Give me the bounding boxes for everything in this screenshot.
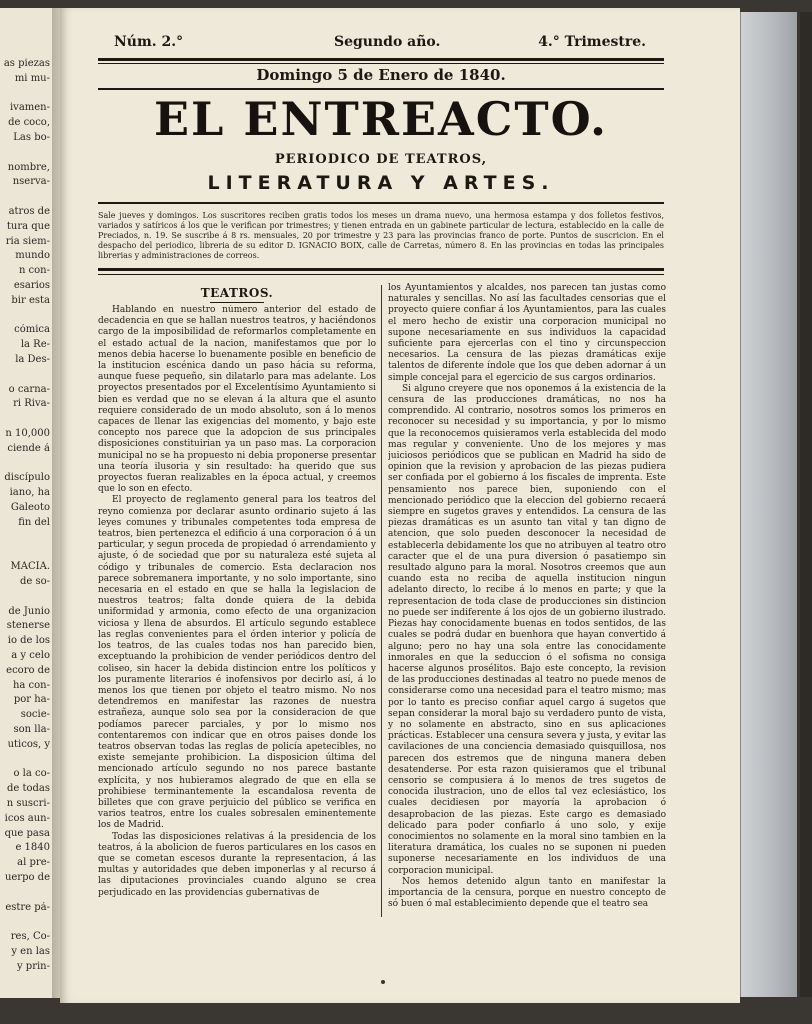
- section-title: TEATROS.: [200, 286, 274, 300]
- left-page-text-fragment: mundo: [15, 250, 50, 262]
- left-page-text-fragment: uerpo de: [4, 872, 50, 883]
- left-page-text-fragment: n suscri-: [6, 798, 50, 809]
- quarter-label: 4.° Trimestre.: [538, 34, 646, 50]
- left-page-text-fragment: bir esta: [11, 294, 50, 306]
- left-page-text-fragment: nserva-: [12, 176, 50, 188]
- left-page-text-fragment: res, Co-: [10, 931, 50, 943]
- paragraph: los Ayuntamientos y alcaldes, nos parecen tan justas como naturales y sencillas. No así las facultades censorias que el proyecto quiere confiar á los Ayuntamientos, para las cuales el mero hecho de existir una corporacion municipal no supone necesariamente en sus individuos la capacidad suficiente para ejercerlas con el tino y circunspeccion necesarios. La censura de las piezas dramáticas exije talentos de diferente índole que los que deben adornar á un simple concejal para el egercicio de sus cargos ordinarios.: [388, 283, 666, 383]
- left-page-text-fragment: atros de: [8, 206, 50, 217]
- left-page-text-fragment: n con-: [18, 265, 50, 277]
- left-page-text-fragment: y en las: [11, 946, 50, 957]
- left-page-text-fragment: ri Riva-: [13, 398, 50, 410]
- left-page-text-fragment: uticos, y: [7, 738, 50, 750]
- masthead-rule-top: [98, 58, 664, 61]
- left-page-text-fragment: Las bo-: [13, 132, 50, 143]
- left-page-text-fragment: por ha-: [13, 694, 50, 706]
- left-page-text-fragment: de coco,: [8, 117, 50, 129]
- left-page-text-fragment: Galeoto: [10, 502, 50, 513]
- left-page-text-fragment: ria siem-: [5, 235, 50, 247]
- date-rule: [98, 88, 664, 90]
- left-page-text-fragment: nombre,: [7, 161, 50, 173]
- left-page-text-fragment: e 1840: [15, 842, 50, 854]
- left-page-text-fragment: n 10,000: [5, 428, 50, 439]
- left-page-text-fragment: al pre-: [17, 857, 50, 869]
- left-page-text-fragment: as piezas: [3, 58, 50, 69]
- left-page-text-fragment: estre pá-: [5, 901, 50, 913]
- article-column-1: [98, 305, 376, 920]
- paragraph: Nos hemos detenido algun tanto en manifestar la importancia de la censura, porque en nuestro concepto de só buen ó mal establecimiento depende que el teatro sea: [388, 876, 666, 910]
- left-page-text-fragment: de todas: [6, 783, 50, 795]
- paragraph: Hablando en nuestro número anterior del estado de decadencia en que se hallan nuestros teatros, y haciéndonos cargo de la imposibilidad de reformarlos completamente en el estado actual de la nacion, manifestamos que por lo menos debia hacerse lo buenamente posible en beneficio de la institucion escénica dando un paso hácia su reforma, aunque fuese pequeño, sin dilatarlo para mas adelante. Los proyectos presentados por el Excelentísimo Ayuntamiento si bien es verdad que no se elevan á la altura que el asunto requiere considerado de un modo absoluto, son á lo menos capaces de llenar las exigencias del momento, y bajo este concepto nos parece que la adopcion de sus principales disposiciones constituirian ya un paso mas. La corporacion municipal no se ha propuesto ni debia proponerse presentar una teoría ilusoria y sin resultado: ha querido que sus proyectos fueran realizables en la época actual, y creemos que lo son en efecto.: [98, 305, 376, 495]
- left-page-text-fragment: stenerse: [6, 620, 50, 632]
- newspaper-subtitle: PERIODICO DE TEATROS,: [274, 152, 488, 167]
- left-page-text-fragment: esarios: [13, 280, 50, 291]
- section-title-rule: [210, 302, 264, 303]
- left-page-text-fragment: mi mu-: [14, 72, 50, 84]
- left-page-text-fragment: socie-: [20, 709, 50, 721]
- left-page-text-fragment: la Des-: [15, 354, 50, 365]
- left-page-text-fragment: ivamen-: [9, 102, 50, 114]
- left-page-text-fragment: o la co-: [13, 768, 50, 780]
- left-page-text-fragment: iano, ha: [9, 487, 50, 499]
- paragraph: Todas las disposiciones relativas á la presidencia de los teatros, á la abolicion de fueros particulares en los casos en que se cometan escesos durante la representacion, á las multas y autoridades que deben imponerlas y al recurso á las diputaciones provinciales cuando alguno se crea perjudicado en las providencias gubernativas de: [98, 831, 376, 898]
- header-rule: [98, 202, 664, 204]
- paragraph: El proyecto de reglamento general para los teatros del reyno comienza por declarar asunto ordinario sujeto á las leyes comunes y tribunales competentes toda empresa de teatros, bien pertenezca el edificio á una corporacion ó á un particular, y segun proceda de propiedad ó arrendamiento y ajuste, ó de sociedad que por su naturaleza esté sujeta al código y tribunales de comercio. Esta declaracion nos parece sobremanera importante, y no solo importante, sino necesaria en el estado en que se halla la legislacion de nuestros teatros; falta donde quiera de la debida uniformidad y armonia, como efecto de una organizacion viciosa y llena de absurdos. El artículo segundo establece las reglas convenientes para el órden interior y policía de los teatros, de las cuales todas nos han parecido bien, exceptuando la prohibicion de vender periódicos dentro del coliseo, sin hacer la debida distincion entre los políticos y los puramente literarios é inofensivos por decirlo así, á lo menos los que tienen por objeto el teatro mismo. No nos detendremos en manifestar las razones de nuestra estrañeza, aunque solo sea por la consideracion de que podíamos parecer parciales, y por lo mismo nos contentaremos con indicar que en otros paises donde los teatros observan todas las reglas de policía apetecibles, no existe semejante prohibicion. La disposicion última del mencionado artículo segundo no nos parece bastante explícita, y nos hubieramos alegrado de que en ella se prohibiese terminantemente la escandalosa reventa de billetes que con grave perjuicio del público se verifica en varios teatros, entre los cuales sobresalen eminentemente los de Madrid.: [98, 495, 376, 831]
- left-page-text-fragment: y prin-: [16, 960, 50, 972]
- subscription-notice: Sale jueves y domingos. Los suscritores reciben gratis todos los meses un drama nuevo, una hermosa estampa y dos folletos festivos, variados y satíricos á los que le verifican por trimestres; y tienen entrada en un gabinete particular de lectura, establecido en la calle de Preciados, n. 19. Se suscribe á 8 rs. mensuales, 20 por trimestre y 23 para las provincias franco de porte. Puntos de suscricion. En el despacho del periodico, libreria de su editor D. IGNACIO BOIX, calle de Carretas, número 8. En las provincias en todas las principales librerias y administraciones de correos.: [98, 211, 664, 260]
- issue-date: Domingo 5 de Enero de 1840.: [256, 66, 506, 84]
- left-page-text-fragment: fin del: [18, 516, 50, 528]
- left-page-text-fragment: ha con-: [12, 679, 50, 691]
- book-cover-edge: [800, 12, 812, 997]
- left-page-text-fragment: ecoro de: [6, 664, 50, 676]
- left-page-text-fragment: a y celo: [11, 650, 50, 661]
- left-page-text-fragment: de so-: [19, 576, 50, 587]
- newspaper-title: EL ENTREACTO.: [154, 92, 608, 146]
- column-divider: [381, 285, 382, 917]
- publication-year: Segundo año.: [334, 34, 441, 50]
- masthead-rule-top-thin: [98, 63, 664, 64]
- previous-page-strip: [0, 8, 54, 998]
- left-page-text-fragment: discípulo: [4, 472, 50, 484]
- masthead-info-line: [98, 34, 664, 54]
- page-dot: [381, 980, 385, 984]
- issue-number: Núm. 2.°: [114, 34, 184, 50]
- left-page-text-fragment: tura que: [6, 220, 50, 232]
- left-page-text-fragment: io de los: [7, 635, 50, 647]
- left-page-text-fragment: la Re-: [20, 339, 50, 351]
- notice-rule-thin: [98, 274, 664, 275]
- left-page-text-fragment: cómica: [14, 324, 50, 336]
- left-page-text-fragment: son lla-: [13, 724, 50, 735]
- article-column-2: [388, 283, 666, 920]
- newspaper-subtitle-2: LITERATURA Y ARTES.: [207, 172, 555, 194]
- paragraph: Si alguno creyere que nos oponemos á la existencia de la censura de las producciones dramáticas, no nos ha comprendido. Al contrario, nosotros somos los primeros en reconocer su necesidad y su importancia, y por lo mismo que la reconocemos quisieramos verla establecida del modo mas regular y conveniente. Uno de los mejores y mas juiciosos periódicos que se publican en Madrid ha sido de opinion que la revision y aprobacion de las piezas pudiera ser confiada por el gobierno á los fiscales de imprenta. Este pensamiento nos parece bien, suponiendo con el mencionado periódico que la eleccion del gobierno recaerá siempre en sugetos graves y entendidos. La censura de las piezas dramáticas es un asunto tan vital y tan digno de atencion, que solo pueden desconocer la necesidad de establecerla debidamente los que no atribuyen al teatro otro caracter que el de una pura diversion ó pasatiempo sin resultado alguno para la moral. Nosotros creemos que aun cuando esta no reciba de aquella institucion ningun adelanto directo, lo recibe á lo menos en parte; y que la representacion de toda clase de producciones sin distincion no puede ser indiferente á los ojos de un gobierno ilustrado. Piezas hay conocidamente buenas en todos sentidos, de las cuales se podrá dudar en buenhora que hayan convertido á alguno; pero no hay una sola entre las conocidamente inmorales en que la seduccion ó el sofisma no consiga hacerse algunos prosélitos. Bajo este concepto, la revision de las producciones destinadas al teatro no puede menos de considerarse como una necesidad para el teatro mismo; mas por lo tanto es preciso confiar aquel cargo á sugetos que sepan considerar la moral bajo su verdadero punto de vista, y no solamente en abstracto, sino en sus aplicaciones prácticas. Establecer una censura severa y justa, y evitar las cavilaciones de una conciencia demasiado quisquillosa, nos parecen dos estremos que de ninguna manera deben desatenderse. Por esta razon quisieramos que el tribunal censorio se compusiera á lo menos de tres sugetos de conocida ilustracion, uno de ellos tal vez eclesiástico, los cuales decidiesen por mayoría la aprobacion ó desaprobacion de las piezas. Este cargo es demasiado delicado para poder confiarlo á uno solo, y exije conocimientos no solamente en la moral sino tambien en la literatura dramática, los cuales no se suponen ni pueden suponerse necesariamente en los individuos de una corporacion municipal.: [388, 383, 666, 876]
- left-page-text-fragment: icos aun-: [4, 812, 50, 824]
- left-page-text-fragment: que pasa: [4, 827, 50, 839]
- left-page-text-fragment: ciende á: [7, 442, 50, 454]
- left-page-text-fragment: o carna-: [8, 383, 50, 395]
- notice-rule: [98, 268, 664, 271]
- book-page-edges: [740, 12, 797, 997]
- left-page-text-fragment: MACIA.: [10, 561, 50, 573]
- left-page-text-fragment: de Junio: [8, 605, 50, 617]
